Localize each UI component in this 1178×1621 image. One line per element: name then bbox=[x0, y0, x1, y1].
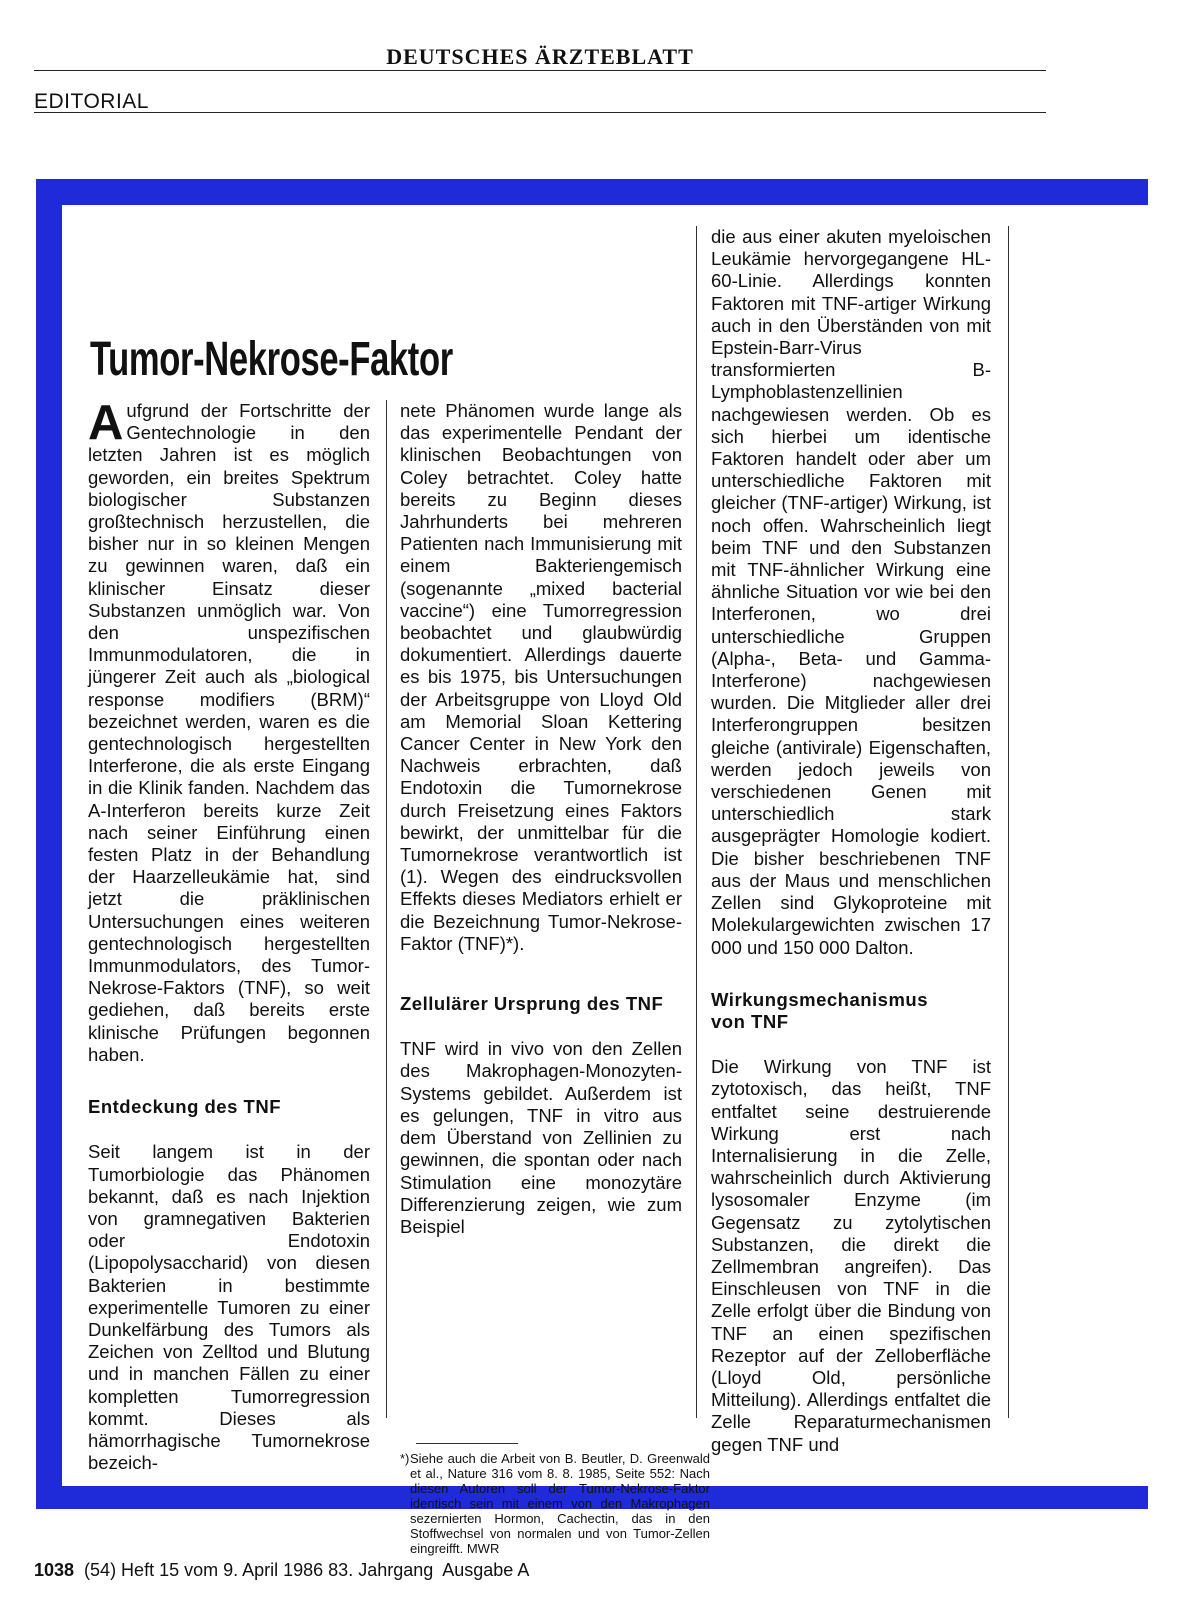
section-heading: Zellulärer Ursprung des TNF bbox=[400, 993, 664, 1015]
footnote-mark: *) bbox=[400, 1451, 410, 1466]
body-paragraph: Die Wirkung von TNF ist zytotoxisch, das heißt, TNF entfaltet seine destruierende Wirkung erst nach Internalisierung in die Zelle, wahrscheinlich durch Aktivierung lysosomaler Enzyme (im Gegensatz zu zytolytischen Substanzen, die direkt die Zellmembran angreifen). Das Einschleusen von TNF in die Zelle erfolgt über die Bindung von TNF an einen spezifischen Rezeptor auf der Zelloberfläche (Lloyd Old, persönliche Mitteilung). Allerdings entfaltet die Zelle Reparaturmechanismen gegen TNF und bbox=[711, 1056, 991, 1455]
body-paragraph: TNF wird in vivo von den Zellen des Makrophagen-Monozyten-Systems gebildet. Außerdem ist es gelungen, TNF in vitro aus dem Überstand von Zellinien zu gewinnen, die spontan oder nach Stimulation eine monozytäre Differenzierung zeigen, wie zum Beispiel bbox=[400, 1038, 682, 1237]
column-rule-1 bbox=[386, 400, 387, 1418]
body-paragraph: Seit langem ist in der Tumorbiologie das Phänomen bekannt, daß es nach Injektion von gramnegativen Bakterien oder Endotoxin (Lipopolysaccharid) von diesen Bakterien in bestimmte experimentelle Tumoren zu einer Dunkelfärbung des Tumors als Zeichen von Zelltod und Blutung und in manchen Fällen zu einer kompletten Tumorregression kommt. Dieses als hämorrhagische Tumornekrose bezeich- bbox=[88, 1141, 370, 1474]
section-rule bbox=[34, 112, 1046, 113]
intro-paragraph bbox=[88, 396, 370, 1066]
article-column-3 bbox=[711, 226, 991, 1456]
article-column-1 bbox=[88, 396, 370, 1474]
issue-info: (54) Heft 15 vom 9. April 1986 83. Jahrgang Ausgabe A bbox=[84, 1560, 530, 1580]
page-footer bbox=[34, 1560, 529, 1581]
article-title: Tumor-Nekrose-Faktor bbox=[90, 333, 453, 386]
column-rule-3 bbox=[1008, 226, 1009, 1418]
page-number: 1038 bbox=[34, 1560, 75, 1580]
article-column-2 bbox=[400, 400, 682, 1238]
section-heading: Wirkungsmechanismus von TNF bbox=[711, 988, 929, 1032]
column-rule-2 bbox=[696, 226, 697, 1418]
footnote-text: Siehe auch die Arbeit von B. Beutler, D. Greenwald et al., Nature 316 vom 8. 8. 1985, Seite 552: Nach diesen Autoren soll der Tumor-Nekrose-Faktor identisch sein mit einem von den Makrophagen sezernierten Hormon, Cachectin, das in den Stoffwechsel von normalen und von Tumor-Zellen eingreifft. MWR bbox=[410, 1451, 710, 1556]
drop-cap: A bbox=[88, 396, 124, 450]
masthead: DEUTSCHES ÄRZTEBLATT bbox=[386, 44, 694, 69]
frame-left-bar bbox=[36, 179, 62, 1509]
section-label: EDITORIAL bbox=[34, 90, 149, 113]
masthead-rule bbox=[34, 70, 1046, 71]
body-paragraph: nete Phänomen wurde lange als das experimentelle Pendant der klinischen Beobachtungen von Coley betrachtet. Coley hatte bereits zu Beginn dieses Jahrhunderts bei mehreren Patienten nach Immunisierung mit einem Bakteriengemisch (sogenannte „mixed bacterial vaccine“) eine Tumorregression beobachtet und glaubwürdig dokumentiert. Allerdings dauerte es bis 1975, bis Untersuchungen der Arbeitsgruppe von Lloyd Old am Memorial Sloan Kettering Cancer Center in New York den Nachweis erbrachten, daß Endotoxin die Tumornekrose durch Freisetzung eines Faktors bewirkt, der unmittelbar für die Tumornekrose verantwortlich ist (1). Wegen des eindrucksvollen Effekts dieses Mediators erhielt er die Bezeichnung Tumor-Nekrose-Faktor (TNF)*). bbox=[400, 400, 682, 954]
body-paragraph: die aus einer akuten myeloischen Leukämie hervorgegangene HL-60-Linie. Allerdings konnten Faktoren mit TNF-artiger Wirkung auch in den Überständen von mit Epstein-Barr-Virus transformierten B-Lymphoblastenzellinien nachgewiesen werden. Ob es sich hierbei um identische Faktoren handelt oder aber um unterschiedliche Faktoren mit gleicher (TNF-artiger) Wirkung, ist noch offen. Wahrscheinlich liegt beim TNF und den Substanzen mit TNF-ähnlicher Wirkung eine ähnliche Situation vor wie bei den Interferonen, wo drei unterschiedliche Gruppen (Alpha-, Beta- und Gamma-Interferone) nachgewiesen wurden. Die Mitglieder aller drei Interferongruppen besitzen gleiche (antivirale) Eigenschaften, werden jedoch jeweils von verschiedenen Genen mit unterschiedlich stark ausgeprägter Homologie kodiert. Die bisher beschriebenen TNF aus der Maus und menschlichen Zellen sind Glykoproteine mit Molekulargewichten zwischen 17 000 und 150 000 Dalton. bbox=[711, 226, 991, 958]
intro-text: ufgrund der Fortschritte der Gentechnologie in den letzten Jahren ist es möglich geworden, ein breites Spektrum biologischer Substanzen großtechnisch herzustellen, die bisher nur in so kleinen Mengen zu gewinnen waren, daß ein klinischer Einsatz dieser Substanzen unmöglich war. Von den unspezifischen Immunmodulatoren, die in jüngerer Zeit auch als „biological response modifiers (BRM)“ bezeichnet werden, waren es die gentechnologisch hergestellten Interferone, die als erste Eingang in die Klinik fanden. Nachdem das A-Interferon bereits kurze Zeit nach seiner Einführung einen festen Platz in der Behandlung der Haarzelleukämie hat, sind jetzt die präklinischen Untersuchungen eines weiteren gentechnologisch hergestellten Immunmodulators, des Tumor-Nekrose-Faktors (TNF), so weit gediehen, daß bereits erste klinische Prüfungen begonnen haben. bbox=[88, 400, 370, 1065]
frame-top-bar bbox=[36, 179, 1148, 205]
section-heading: Entdeckung des TNF bbox=[88, 1096, 281, 1118]
footnote bbox=[400, 1451, 710, 1556]
footnote-rule bbox=[416, 1443, 518, 1444]
